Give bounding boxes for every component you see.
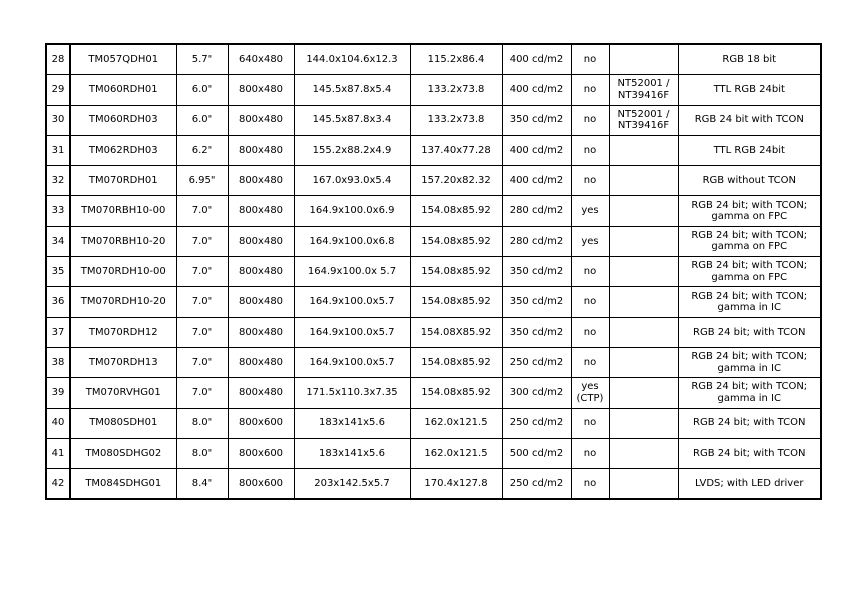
cell-outline-dimensions: 167.0x93.0x5.4	[294, 166, 410, 196]
cell-outline-dimensions: 164.9x100.0x6.8	[294, 226, 410, 256]
cell-active-area: 162.0x121.5	[410, 408, 502, 438]
cell-row-number: 39	[46, 378, 70, 408]
cell-active-area: 154.08X85.92	[410, 317, 502, 347]
cell-touch: no	[571, 287, 609, 317]
cell-interface: RGB 24 bit; with TCON	[678, 317, 821, 347]
spec-table-body	[46, 44, 821, 499]
cell-luminance: 400 cd/m2	[502, 75, 571, 105]
cell-touch: no	[571, 469, 609, 500]
cell-outline-dimensions: 155.2x88.2x4.9	[294, 135, 410, 165]
cell-interface: TTL RGB 24bit	[678, 135, 821, 165]
spec-table	[45, 43, 822, 500]
cell-model: TM070RDH10-20	[70, 287, 176, 317]
cell-diagonal-size: 5.7"	[176, 44, 228, 75]
cell-diagonal-size: 7.0"	[176, 196, 228, 226]
cell-interface: RGB 24 bit; with TCON	[678, 438, 821, 468]
cell-active-area: 115.2x86.4	[410, 44, 502, 75]
cell-driver-ic	[609, 166, 678, 196]
cell-outline-dimensions: 171.5x110.3x7.35	[294, 378, 410, 408]
cell-model: TM070RBH10-00	[70, 196, 176, 226]
cell-driver-ic	[609, 287, 678, 317]
cell-luminance: 350 cd/m2	[502, 257, 571, 287]
cell-outline-dimensions: 183x141x5.6	[294, 408, 410, 438]
table-row	[46, 196, 821, 226]
cell-resolution: 800x480	[228, 257, 294, 287]
cell-luminance: 350 cd/m2	[502, 317, 571, 347]
cell-resolution: 800x480	[228, 378, 294, 408]
cell-model: TM062RDH03	[70, 135, 176, 165]
cell-interface: RGB 24 bit; with TCON; gamma on FPC	[678, 226, 821, 256]
cell-row-number: 31	[46, 135, 70, 165]
cell-outline-dimensions: 145.5x87.8x3.4	[294, 105, 410, 135]
cell-active-area: 154.08x85.92	[410, 287, 502, 317]
table-row	[46, 135, 821, 165]
cell-touch: no	[571, 317, 609, 347]
cell-row-number: 36	[46, 287, 70, 317]
cell-resolution: 640x480	[228, 44, 294, 75]
cell-model: TM070RVHG01	[70, 378, 176, 408]
cell-active-area: 154.08x85.92	[410, 347, 502, 377]
cell-active-area: 154.08x85.92	[410, 196, 502, 226]
cell-resolution: 800x480	[228, 196, 294, 226]
cell-interface: RGB 24 bit with TCON	[678, 105, 821, 135]
cell-outline-dimensions: 203x142.5x5.7	[294, 469, 410, 500]
cell-resolution: 800x480	[228, 75, 294, 105]
cell-interface: RGB 24 bit; with TCON; gamma on FPC	[678, 257, 821, 287]
cell-outline-dimensions: 145.5x87.8x5.4	[294, 75, 410, 105]
cell-resolution: 800x480	[228, 317, 294, 347]
cell-row-number: 33	[46, 196, 70, 226]
table-row	[46, 75, 821, 105]
cell-row-number: 30	[46, 105, 70, 135]
cell-touch: no	[571, 44, 609, 75]
cell-touch: no	[571, 408, 609, 438]
cell-driver-ic	[609, 317, 678, 347]
cell-driver-ic	[609, 196, 678, 226]
cell-driver-ic: NT52001 / NT39416F	[609, 105, 678, 135]
cell-model: TM060RDH03	[70, 105, 176, 135]
cell-interface: RGB 24 bit; with TCON; gamma in IC	[678, 287, 821, 317]
cell-driver-ic	[609, 438, 678, 468]
table-row	[46, 166, 821, 196]
cell-active-area: 154.08x85.92	[410, 378, 502, 408]
cell-active-area: 137.40x77.28	[410, 135, 502, 165]
cell-luminance: 280 cd/m2	[502, 226, 571, 256]
cell-driver-ic	[609, 257, 678, 287]
table-row	[46, 317, 821, 347]
table-row	[46, 469, 821, 500]
cell-outline-dimensions: 164.9x100.0x 5.7	[294, 257, 410, 287]
table-row	[46, 226, 821, 256]
cell-active-area: 154.08x85.92	[410, 226, 502, 256]
cell-driver-ic: NT52001 / NT39416F	[609, 75, 678, 105]
cell-active-area: 133.2x73.8	[410, 75, 502, 105]
cell-touch: no	[571, 75, 609, 105]
cell-diagonal-size: 8.0"	[176, 408, 228, 438]
cell-row-number: 37	[46, 317, 70, 347]
table-row	[46, 347, 821, 377]
cell-outline-dimensions: 164.9x100.0x5.7	[294, 317, 410, 347]
cell-interface: TTL RGB 24bit	[678, 75, 821, 105]
cell-row-number: 40	[46, 408, 70, 438]
cell-outline-dimensions: 164.9x100.0x5.7	[294, 347, 410, 377]
cell-model: TM070RDH13	[70, 347, 176, 377]
cell-model: TM084SDHG01	[70, 469, 176, 500]
cell-interface: RGB without TCON	[678, 166, 821, 196]
cell-diagonal-size: 7.0"	[176, 287, 228, 317]
cell-row-number: 42	[46, 469, 70, 500]
cell-diagonal-size: 6.0"	[176, 105, 228, 135]
cell-diagonal-size: 7.0"	[176, 226, 228, 256]
cell-active-area: 170.4x127.8	[410, 469, 502, 500]
cell-touch: no	[571, 438, 609, 468]
cell-luminance: 250 cd/m2	[502, 347, 571, 377]
cell-luminance: 400 cd/m2	[502, 135, 571, 165]
cell-driver-ic	[609, 408, 678, 438]
cell-interface: RGB 24 bit; with TCON	[678, 408, 821, 438]
cell-resolution: 800x480	[228, 135, 294, 165]
cell-touch: no	[571, 135, 609, 165]
cell-row-number: 28	[46, 44, 70, 75]
cell-resolution: 800x600	[228, 438, 294, 468]
cell-resolution: 800x480	[228, 105, 294, 135]
cell-touch: no	[571, 166, 609, 196]
cell-diagonal-size: 8.0"	[176, 438, 228, 468]
cell-outline-dimensions: 164.9x100.0x5.7	[294, 287, 410, 317]
cell-model: TM060RDH01	[70, 75, 176, 105]
cell-row-number: 38	[46, 347, 70, 377]
cell-luminance: 500 cd/m2	[502, 438, 571, 468]
cell-resolution: 800x600	[228, 469, 294, 500]
table-row	[46, 287, 821, 317]
cell-driver-ic	[609, 347, 678, 377]
cell-luminance: 300 cd/m2	[502, 378, 571, 408]
cell-diagonal-size: 7.0"	[176, 257, 228, 287]
cell-touch: yes (CTP)	[571, 378, 609, 408]
table-row	[46, 438, 821, 468]
cell-luminance: 350 cd/m2	[502, 105, 571, 135]
cell-outline-dimensions: 164.9x100.0x6.9	[294, 196, 410, 226]
cell-active-area: 154.08x85.92	[410, 257, 502, 287]
cell-diagonal-size: 6.95"	[176, 166, 228, 196]
cell-model: TM070RDH12	[70, 317, 176, 347]
cell-interface: RGB 24 bit; with TCON; gamma on FPC	[678, 196, 821, 226]
cell-luminance: 400 cd/m2	[502, 166, 571, 196]
cell-resolution: 800x480	[228, 226, 294, 256]
cell-row-number: 34	[46, 226, 70, 256]
cell-diagonal-size: 7.0"	[176, 347, 228, 377]
cell-resolution: 800x600	[228, 408, 294, 438]
cell-luminance: 280 cd/m2	[502, 196, 571, 226]
cell-luminance: 350 cd/m2	[502, 287, 571, 317]
cell-resolution: 800x480	[228, 347, 294, 377]
cell-luminance: 250 cd/m2	[502, 408, 571, 438]
cell-row-number: 29	[46, 75, 70, 105]
table-row	[46, 378, 821, 408]
cell-model: TM070RDH01	[70, 166, 176, 196]
cell-driver-ic	[609, 226, 678, 256]
cell-luminance: 250 cd/m2	[502, 469, 571, 500]
cell-touch: no	[571, 105, 609, 135]
cell-model: TM080SDHG02	[70, 438, 176, 468]
cell-model: TM070RDH10-00	[70, 257, 176, 287]
cell-interface: RGB 24 bit; with TCON; gamma in IC	[678, 378, 821, 408]
table-row	[46, 44, 821, 75]
cell-interface: RGB 18 bit	[678, 44, 821, 75]
table-row	[46, 257, 821, 287]
cell-touch: no	[571, 347, 609, 377]
cell-model: TM080SDH01	[70, 408, 176, 438]
cell-model: TM070RBH10-20	[70, 226, 176, 256]
cell-resolution: 800x480	[228, 166, 294, 196]
cell-touch: yes	[571, 196, 609, 226]
cell-active-area: 157.20x82.32	[410, 166, 502, 196]
cell-diagonal-size: 7.0"	[176, 317, 228, 347]
cell-interface: RGB 24 bit; with TCON; gamma in IC	[678, 347, 821, 377]
cell-active-area: 162.0x121.5	[410, 438, 502, 468]
cell-row-number: 35	[46, 257, 70, 287]
cell-diagonal-size: 7.0"	[176, 378, 228, 408]
cell-active-area: 133.2x73.8	[410, 105, 502, 135]
cell-outline-dimensions: 144.0x104.6x12.3	[294, 44, 410, 75]
cell-driver-ic	[609, 135, 678, 165]
table-row	[46, 105, 821, 135]
cell-diagonal-size: 6.2"	[176, 135, 228, 165]
cell-diagonal-size: 6.0"	[176, 75, 228, 105]
cell-touch: yes	[571, 226, 609, 256]
cell-touch: no	[571, 257, 609, 287]
table-row	[46, 408, 821, 438]
cell-driver-ic	[609, 469, 678, 500]
cell-row-number: 32	[46, 166, 70, 196]
cell-luminance: 400 cd/m2	[502, 44, 571, 75]
cell-driver-ic	[609, 378, 678, 408]
cell-diagonal-size: 8.4"	[176, 469, 228, 500]
cell-row-number: 41	[46, 438, 70, 468]
cell-model: TM057QDH01	[70, 44, 176, 75]
cell-resolution: 800x480	[228, 287, 294, 317]
cell-interface: LVDS; with LED driver	[678, 469, 821, 500]
cell-driver-ic	[609, 44, 678, 75]
cell-outline-dimensions: 183x141x5.6	[294, 438, 410, 468]
